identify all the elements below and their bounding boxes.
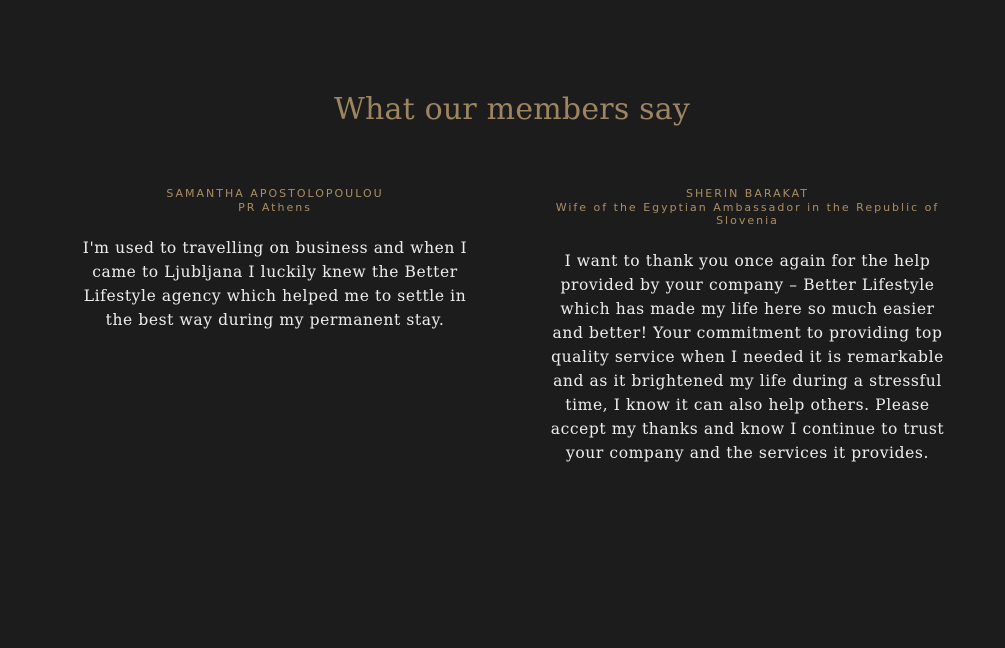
testimonial-author-name: SAMANTHA APOSTOLOPOULOU: [166, 187, 384, 200]
testimonial-quote: I want to thank you once again for the help provided by your company – Better Lifestyle which has made my life here so much easier and better! Your commitment to providing top quality service when I needed it is remarkable and as it brightened my life during a stressful time, I know it can also help others. Please accept my thanks and know I continue to trust your company and the services it provides.: [550, 252, 945, 462]
testimonial-author-name: SHERIN BARAKAT: [685, 187, 810, 200]
testimonial-card: [544, 186, 951, 465]
testimonial-author-role: PR Athens: [238, 201, 312, 214]
section-title: What our members say: [333, 92, 690, 127]
testimonial-author-role: Wife of the Egyptian Ambassador in the Republic of Slovenia: [555, 201, 940, 227]
testimonial-quote: I'm used to travelling on business and when I came to Ljubljana I luckily knew the Better Lifestyle agency which helped me to settle in the best way during my permanent stay.: [82, 239, 468, 329]
testimonial-card: [74, 186, 476, 332]
